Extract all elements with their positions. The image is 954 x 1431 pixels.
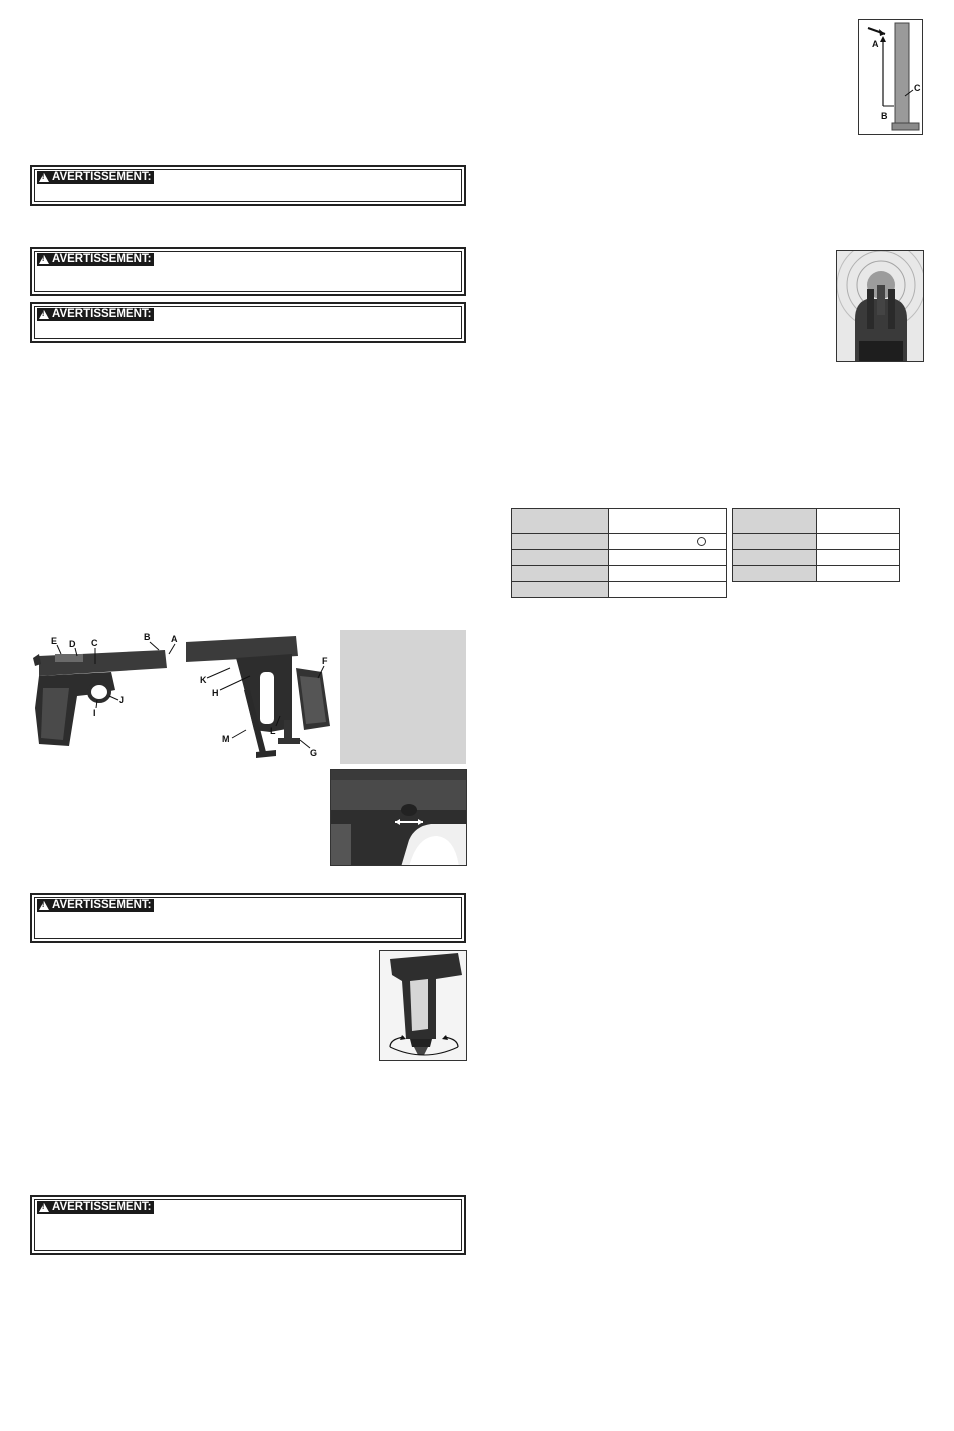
spec-table-left xyxy=(511,508,727,598)
warning-box-1 xyxy=(30,165,466,206)
safety-closeup-photo xyxy=(330,769,467,866)
clock-icon xyxy=(697,537,706,546)
pistol-diagram xyxy=(25,628,185,750)
parts-label-l: L xyxy=(270,726,276,736)
pistol-label-b: B xyxy=(144,632,151,642)
warning-box-4 xyxy=(30,893,466,943)
magazine-label-c: C xyxy=(914,83,921,93)
pistol-label-e: E xyxy=(51,636,58,646)
parts-label-k: K xyxy=(200,675,207,685)
table-row xyxy=(733,534,900,550)
pistol-label-d: D xyxy=(69,639,76,649)
magazine-insertion-photo xyxy=(379,950,467,1061)
table-row xyxy=(512,550,727,566)
magazine-label-b: B xyxy=(881,111,888,121)
parts-label-m: M xyxy=(222,734,230,744)
pistol-label-i: I xyxy=(93,708,96,718)
parts-label-g: G xyxy=(310,748,318,758)
sight-picture-figure xyxy=(836,250,924,362)
table-row xyxy=(512,566,727,582)
warning-triangle-icon xyxy=(39,310,49,319)
warning-triangle-icon xyxy=(39,1203,49,1212)
warning-box-3 xyxy=(30,302,466,343)
parts-drawing xyxy=(180,628,340,762)
warning-box-5 xyxy=(30,1195,466,1255)
table-row xyxy=(733,566,900,582)
warning-tag: ! AVERTISSEMENT: xyxy=(37,899,154,912)
warning-tag: ! AVERTISSEMENT: xyxy=(37,1201,154,1214)
pistol-label-a: A xyxy=(171,634,178,644)
warning-tag: ! AVERTISSEMENT: xyxy=(37,253,154,266)
table-row xyxy=(733,509,900,534)
magazine-drawing xyxy=(859,20,923,135)
sight-picture-drawing xyxy=(837,251,924,362)
warning-triangle-icon xyxy=(39,173,49,182)
warning-tag: ! AVERTISSEMENT: xyxy=(37,308,154,321)
pistol-drawing xyxy=(25,628,185,750)
warning-box-2 xyxy=(30,247,466,296)
magazine-insertion-drawing xyxy=(380,951,467,1061)
pistol-label-j: J xyxy=(119,695,125,705)
warning-tag: ! AVERTISSEMENT: xyxy=(37,171,154,184)
pistol-label-c: C xyxy=(91,638,98,648)
table-row xyxy=(733,550,900,566)
grey-info-panel xyxy=(340,630,466,764)
safety-closeup-drawing xyxy=(331,770,467,866)
table-row xyxy=(512,582,727,598)
warning-triangle-icon xyxy=(39,901,49,910)
table-row xyxy=(512,509,727,534)
warning-triangle-icon xyxy=(39,255,49,264)
parts-diagram xyxy=(180,628,340,762)
parts-label-f: F xyxy=(322,656,328,666)
parts-label-h: H xyxy=(212,688,219,698)
table-row xyxy=(512,534,727,550)
magazine-label-a: A xyxy=(872,39,879,49)
magazine-figure xyxy=(858,19,923,135)
spec-table-right xyxy=(732,508,900,582)
